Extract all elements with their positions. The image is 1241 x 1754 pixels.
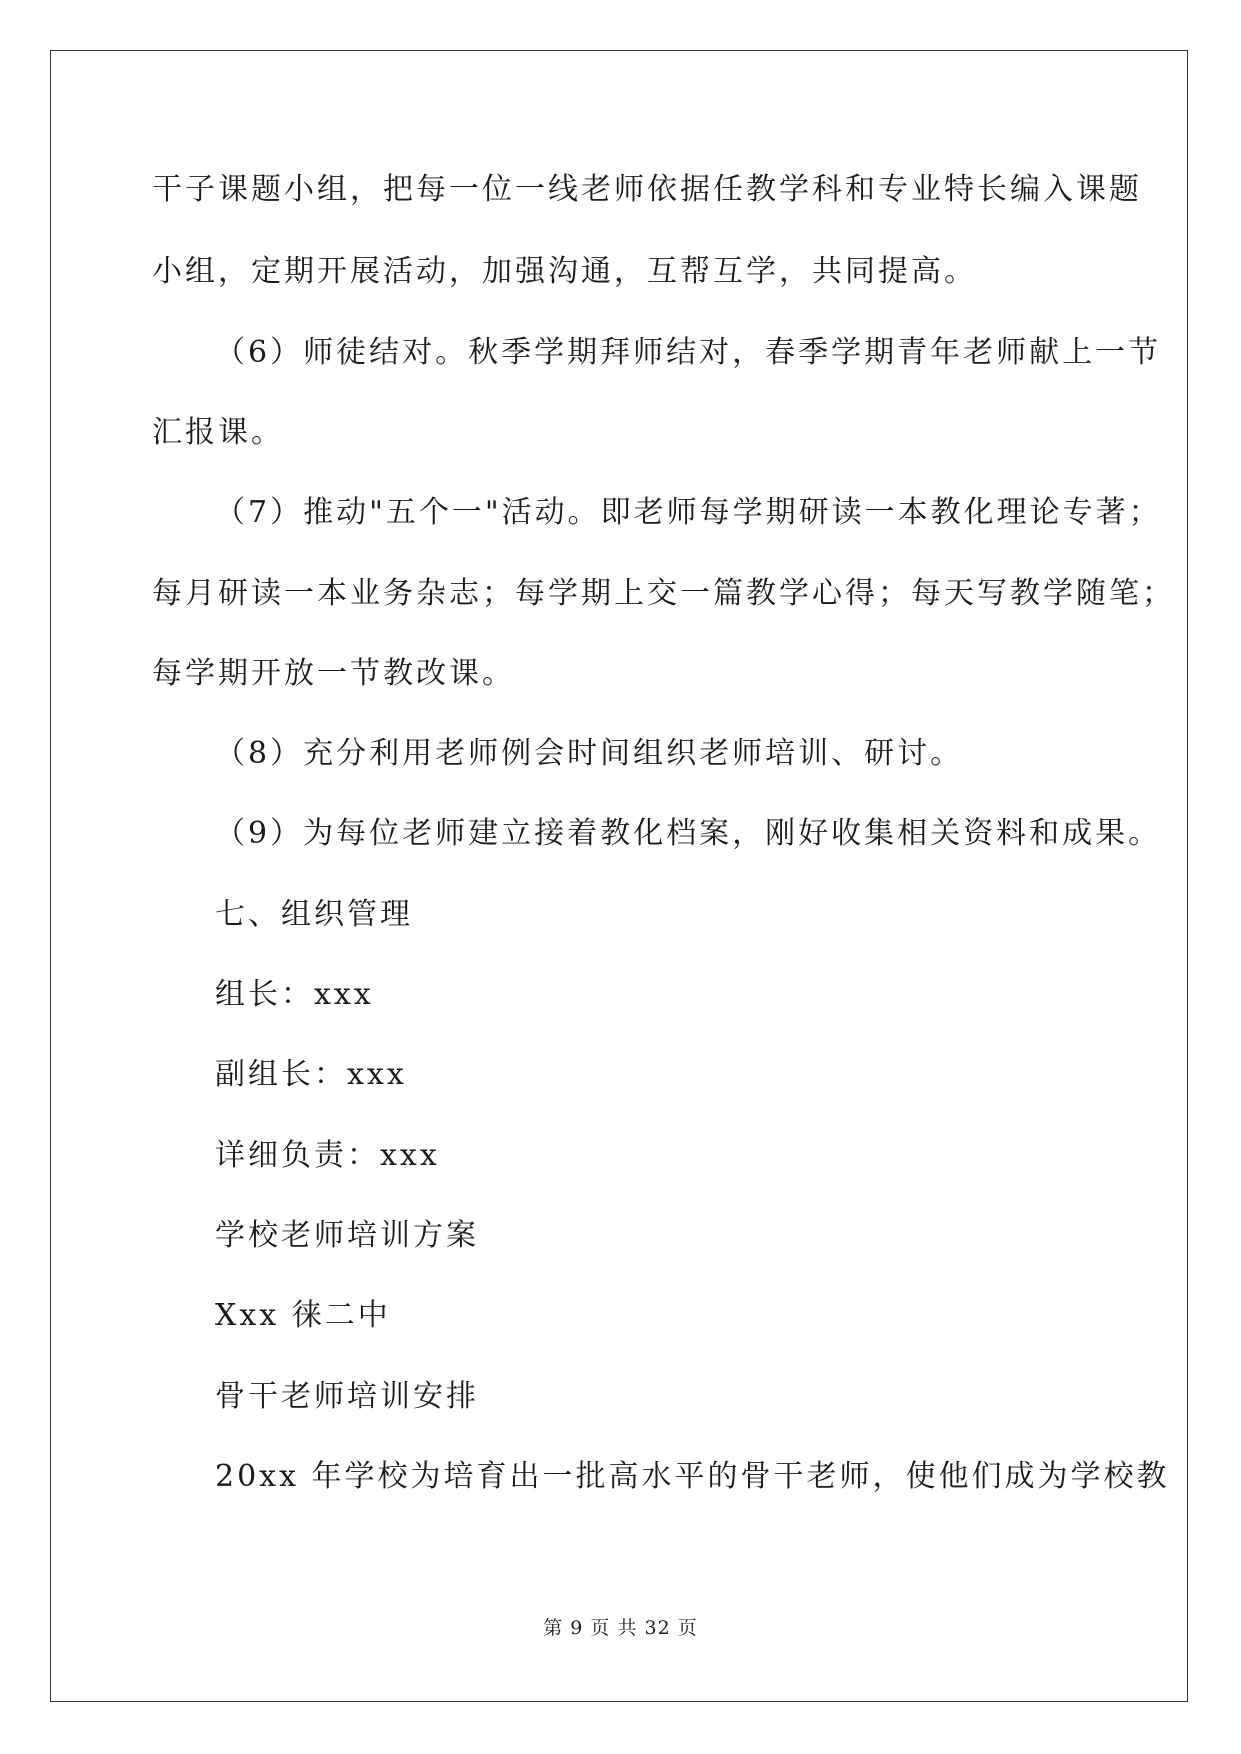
school-name: Xxx 徕二中 xyxy=(215,1298,391,1333)
text-line: 20xx 年学校为培育出一批高水平的骨干老师，使他们成为学校教 xyxy=(215,1459,1170,1494)
text-line: 汇报课。 xyxy=(152,415,284,450)
text-line: （9）为每位老师建立接着教化档案，刚好收集相关资料和成果。 xyxy=(215,816,1162,851)
text-line: 组长：xxx xyxy=(215,977,374,1012)
text-line: 副组长：xxx xyxy=(215,1057,407,1092)
text-line: （8）充分利用老师例会时间组织老师培训、研讨。 xyxy=(215,736,964,771)
text-line: 小组，定期开展活动，加强沟通，互帮互学，共同提高。 xyxy=(152,254,977,289)
text-line: （7）推动"五个一"活动。即老师每学期研读一本教化理论专著； xyxy=(215,495,1162,530)
text-line: 详细负责：xxx xyxy=(215,1138,440,1173)
text-line: 干子课题小组，把每一位一线老师依据任教学科和专业特长编入课题 xyxy=(152,172,1142,207)
section-heading: 七、组织管理 xyxy=(215,897,413,932)
text-line: （6）师徒结对。秋季学期拜师结对，春季学期青年老师献上一节 xyxy=(215,335,1162,370)
text-line: 每月研读一本业务杂志；每学期上交一篇教学心得；每天写教学随笔； xyxy=(152,576,1175,611)
text-line: 每学期开放一节教改课。 xyxy=(152,656,515,691)
page-number-footer: 第 9 页 共 32 页 xyxy=(543,1617,698,1639)
page-border xyxy=(50,50,1188,1702)
document-title: 学校老师培训方案 xyxy=(215,1218,479,1253)
document-subtitle: 骨干老师培训安排 xyxy=(215,1379,479,1414)
